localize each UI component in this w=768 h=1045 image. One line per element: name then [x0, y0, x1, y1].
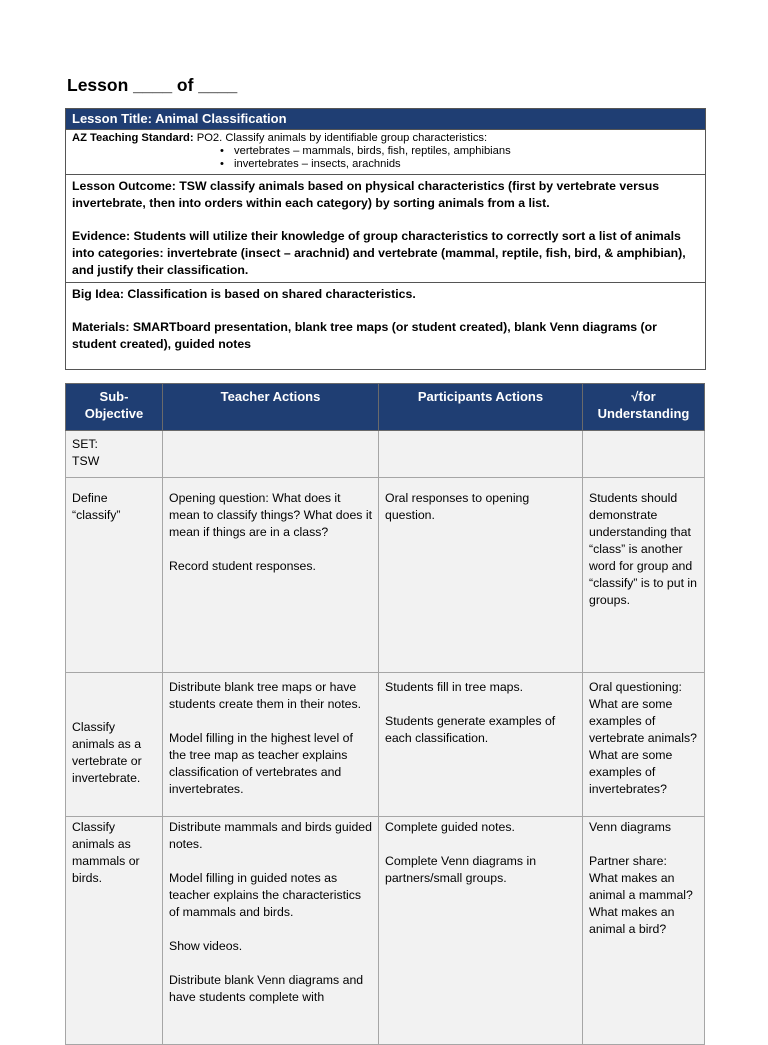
standard-bullet: • invertebrates – insects, arachnids [220, 158, 699, 171]
teacher-actions-cell: Distribute blank tree maps or have students create them in their notes. Model filling in the highest level of the tree map as teacher explains classification of vertebrates and invertebrates. [163, 673, 379, 817]
lesson-outcome: Lesson Outcome: TSW classify animals based on physical characteristics (first by vertebrate versus invertebrate, then into orders within each category) by sorting animals from a list. [72, 179, 660, 210]
standard-bullet-list [72, 145, 699, 171]
column-header: Sub-Objective [66, 384, 163, 431]
participants-actions-cell: Complete guided notes. Complete Venn diagrams in partners/small groups. [379, 817, 583, 1045]
table-row [66, 817, 705, 1045]
table-row [66, 673, 705, 817]
participants-actions-cell [379, 431, 583, 478]
teaching-standard [66, 129, 705, 174]
column-header: Teacher Actions [163, 384, 379, 431]
standard-bullet: • vertebrates – mammals, birds, fish, reptiles, amphibians [220, 145, 699, 158]
participants-actions-cell: Oral responses to opening question. [379, 478, 583, 673]
sub-objective-cell: Classify animals as a vertebrate or invertebrate. [66, 673, 163, 817]
table-row [66, 431, 705, 478]
understanding-check-cell: Oral questioning: What are some examples of vertebrate animals? What are some examples of invertebrates? [583, 673, 705, 817]
big-idea: Big Idea: Classification is based on shared characteristics. [72, 287, 416, 301]
column-header: √for Understanding [583, 384, 705, 431]
sub-objective-cell: Classify animals as mammals or birds. [66, 817, 163, 1045]
lesson-number-heading: Lesson ____ of ____ [67, 75, 238, 95]
table-row [66, 478, 705, 673]
understanding-check-cell: Students should demonstrate understanding that “class” is another word for group and “classify” is to put in groups. [583, 478, 705, 673]
understanding-check-cell: Venn diagrams Partner share: What makes an animal a mammal? What makes an animal a bird? [583, 817, 705, 1045]
lesson-title-band: Lesson Title: Animal Classification [66, 109, 705, 129]
column-header: Participants Actions [379, 384, 583, 431]
evidence: Evidence: Students will utilize their knowledge of group characteristics to correctly sort a list of animals into categories: invertebrate (insect – arachnid) and vertebrate (mammal, reptile, fish, bird, & amphibian), and justify their classification. [72, 229, 686, 277]
lesson-header-box [65, 108, 706, 370]
sub-objective-cell: SET: TSW [66, 431, 163, 478]
materials: Materials: SMARTboard presentation, blank tree maps (or student created), blank Venn diagrams (or student created), guided notes [72, 320, 657, 351]
teacher-actions-cell [163, 431, 379, 478]
teacher-actions-cell: Distribute mammals and birds guided notes. Model filling in guided notes as teacher explains the characteristics of mammals and birds. Show videos. Distribute blank Venn diagrams and have students complete with [163, 817, 379, 1045]
big-idea-section [66, 282, 705, 369]
outcome-section [66, 174, 705, 282]
lesson-plan-table [65, 383, 705, 1045]
standard-label: AZ Teaching Standard: [72, 132, 194, 144]
table-header-row [66, 384, 705, 431]
understanding-check-cell [583, 431, 705, 478]
standard-text: PO2. Classify animals by identifiable group characteristics: [193, 132, 488, 144]
sub-objective-cell: Define “classify” [66, 478, 163, 673]
participants-actions-cell: Students fill in tree maps. Students generate examples of each classification. [379, 673, 583, 817]
teacher-actions-cell: Opening question: What does it mean to classify things? What does it mean if things are in a class? Record student responses. [163, 478, 379, 673]
